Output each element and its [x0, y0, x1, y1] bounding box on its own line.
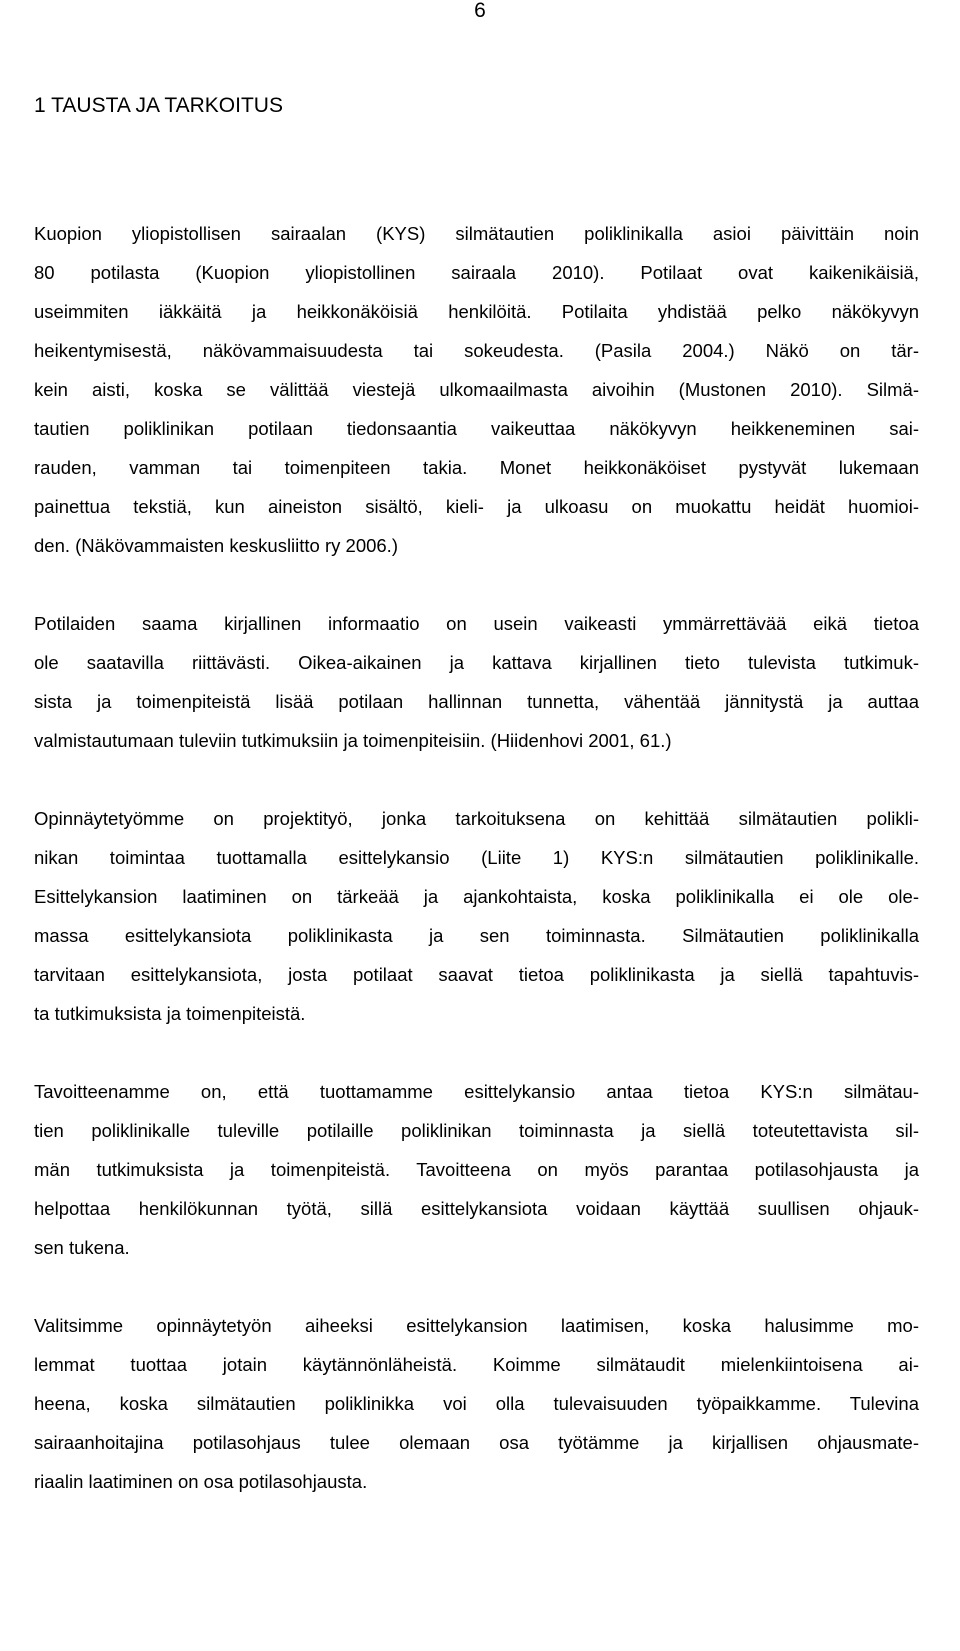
text-line: sen tukena. — [34, 1237, 130, 1258]
text-line: Opinnäytetyömme on projektityö, jonka tarkoituksena on kehittää silmätautien polikli- — [34, 808, 919, 829]
text-line: painettua tekstiä, kun aineiston sisältö, kieli- ja ulkoasu on muokattu heidät huomioi- — [34, 496, 919, 517]
page-number: 6 — [474, 0, 486, 22]
text-line: Esittelykansion laatiminen on tärkeää ja ajankohtaista, koska poliklinikalla ei ole ole- — [34, 886, 919, 907]
text-line: useimmiten iäkkäitä ja heikkonäköisiä henkilöitä. Potilaita yhdistää pelko näkökyvyn — [34, 301, 919, 322]
paragraph — [34, 799, 919, 1033]
text-line: lemmat tuottaa jotain käytännönläheistä. Koimme silmätaudit mielenkiintoisena ai- — [34, 1354, 919, 1375]
text-line: tien poliklinikalle tuleville potilaille poliklinikan toiminnasta ja siellä toteutettavista sil- — [34, 1120, 919, 1141]
text-line: nikan toimintaa tuottamalla esittelykansio (Liite 1) KYS:n silmätautien poliklinikalle. — [34, 847, 919, 868]
paragraph — [34, 1072, 919, 1267]
text-line: heikentymisestä, näkövammaisuudesta tai sokeudesta. (Pasila 2004.) Näkö on tär- — [34, 340, 919, 361]
text-line: kein aisti, koska se välittää viestejä ulkomaailmasta aivoihin (Mustonen 2010). Silmä- — [34, 379, 919, 400]
text-line: 80 potilasta (Kuopion yliopistollinen sairaala 2010). Potilaat ovat kaikenikäisiä, — [34, 262, 919, 283]
paragraph — [34, 604, 919, 760]
text-line: Valitsimme opinnäytetyön aiheeksi esittelykansion laatimisen, koska halusimme mo- — [34, 1315, 919, 1336]
text-line: sairaanhoitajina potilasohjaus tulee olemaan osa työtämme ja kirjallisen ohjausmate- — [34, 1432, 919, 1453]
text-line: valmistautumaan tuleviin tutkimuksiin ja toimenpiteisiin. (Hiidenhovi 2001, 61.) — [34, 730, 672, 751]
text-line: den. (Näkövammaisten keskusliitto ry 2006.) — [34, 535, 398, 556]
text-line: ole saatavilla riittävästi. Oikea-aikainen ja kattava kirjallinen tieto tulevista tutkimuk- — [34, 652, 919, 673]
paragraph — [34, 214, 919, 565]
text-line: heena, koska silmätautien poliklinikka voi olla tulevaisuuden työpaikkamme. Tulevina — [34, 1393, 919, 1414]
text-line: män tutkimuksista ja toimenpiteistä. Tavoitteena on myös parantaa potilasohjausta ja — [34, 1159, 919, 1180]
document-body — [34, 214, 919, 1540]
text-line: Kuopion yliopistollisen sairaalan (KYS) silmätautien poliklinikalla asioi päivittäin noin — [34, 223, 919, 244]
text-line: riaalin laatiminen on osa potilasohjausta. — [34, 1471, 368, 1492]
text-line: massa esittelykansiota poliklinikasta ja sen toiminnasta. Silmätautien poliklinikalla — [34, 925, 919, 946]
text-line: tarvitaan esittelykansiota, josta potilaat saavat tietoa poliklinikasta ja siellä tapahtuvis- — [34, 964, 919, 985]
text-line: Tavoitteenamme on, että tuottamamme esittelykansio antaa tietoa KYS:n silmätau- — [34, 1081, 919, 1102]
text-line: helpottaa henkilökunnan työtä, sillä esittelykansiota voidaan käyttää suullisen ohjauk- — [34, 1198, 919, 1219]
text-line: sista ja toimenpiteistä lisää potilaan hallinnan tunnetta, vähentää jännitystä ja auttaa — [34, 691, 919, 712]
section-heading: 1 TAUSTA JA TARKOITUS — [34, 94, 283, 117]
text-line: tautien poliklinikan potilaan tiedonsaantia vaikeuttaa näkökyvyn heikkeneminen sai- — [34, 418, 919, 439]
paragraph — [34, 1306, 919, 1501]
text-line: Potilaiden saama kirjallinen informaatio on usein vaikeasti ymmärrettävää eikä tietoa — [34, 613, 919, 634]
text-line: ta tutkimuksista ja toimenpiteistä. — [34, 1003, 306, 1024]
text-line: rauden, vamman tai toimenpiteen takia. Monet heikkonäköiset pystyvät lukemaan — [34, 457, 919, 478]
